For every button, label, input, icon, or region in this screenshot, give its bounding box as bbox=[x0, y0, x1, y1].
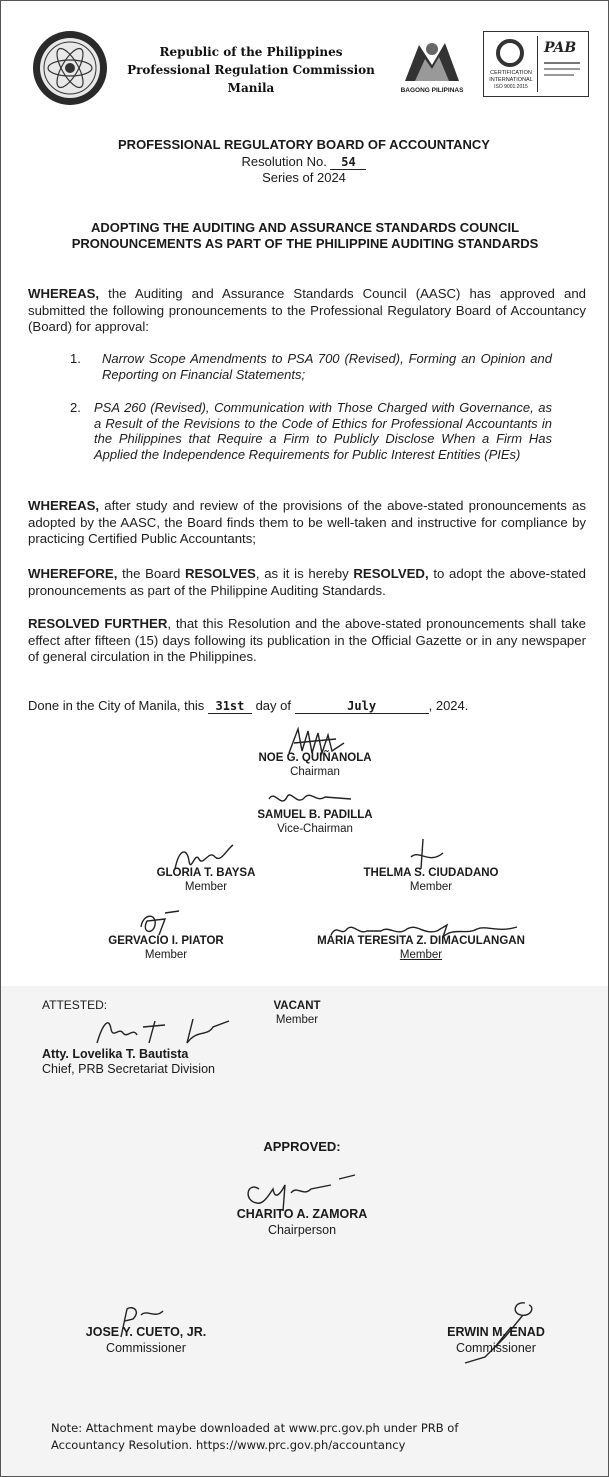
pronouncement-item-2: PSA 260 (Revised), Communication with Those Charged with Governance, as a Result of the Revisions to the Code of Ethics for Professional Accountants in the Philippines that Require a Firm to Publicly Disclose When a Firm Has Applied the Independence Requirements for Public Interest Entities (PIEs) bbox=[94, 400, 552, 462]
member-ciudadano-name: THELMA S. CIUDADANO bbox=[363, 867, 499, 879]
chairperson-name: CHARITO A. ZAMORA bbox=[236, 1207, 368, 1221]
resolution-series: Series of 2024 bbox=[262, 170, 346, 185]
bagong-pilipinas-label: BAGONG PILIPINAS bbox=[400, 87, 464, 94]
certification-badge bbox=[483, 31, 589, 97]
member-dimaculangan-title: Member bbox=[399, 949, 443, 961]
vice-chairman-title: Vice-Chairman bbox=[277, 823, 353, 835]
attested-label: ATTESTED: bbox=[42, 998, 108, 1012]
certification-iso: ISO 9001:2015 bbox=[494, 84, 528, 90]
note-line-2: Accountancy Resolution. https://www.prc.gov.ph/accountancy bbox=[51, 1438, 406, 1452]
commissioner-cueto-name: JOSE Y. CUETO, JR. bbox=[85, 1325, 207, 1339]
badge-divider bbox=[537, 36, 538, 92]
member-ciudadano-title: Member bbox=[409, 881, 453, 893]
item-number-1: 1. bbox=[70, 351, 81, 366]
chairman-name: NOE G. QUIÑANOLA bbox=[258, 752, 372, 764]
resolution-title-line2: PRONOUNCEMENTS AS PART OF THE PHILIPPINE AUDITING STANDARDS bbox=[71, 236, 539, 251]
attestor-name: Atty. Lovelika T. Bautista bbox=[42, 1047, 189, 1061]
commissioner-cueto-title: Commissioner bbox=[106, 1341, 186, 1355]
resolution-no-value: 54 bbox=[330, 155, 366, 170]
done-month: July bbox=[295, 699, 429, 714]
note-line-1: Note: Attachment maybe downloaded at www.prc.gov.ph under PRB of bbox=[51, 1421, 459, 1435]
attestor-title: Chief, PRB Secretariat Division bbox=[42, 1062, 215, 1076]
commissioner-enad-title: Commissioner bbox=[456, 1341, 536, 1355]
vice-chairman-name: SAMUEL B. PADILLA bbox=[257, 809, 373, 821]
vacant-title: Member bbox=[275, 1014, 319, 1026]
pronouncement-item-1: Narrow Scope Amendments to PSA 700 (Revised), Forming an Opinion and Reporting on Financial Statements; bbox=[102, 351, 552, 382]
certification-ring-icon bbox=[492, 38, 528, 68]
member-dimaculangan-name: MARIA TERESITA Z. DIMACULANGAN bbox=[317, 935, 525, 947]
member-piator-name: GERVACIO I. PIATOR bbox=[108, 935, 224, 947]
resolution-label: Resolution No. bbox=[241, 154, 327, 169]
board-name: PROFESSIONAL REGULATORY BOARD OF ACCOUNTANCY bbox=[118, 137, 490, 152]
member-baysa-name: GLORIA T. BAYSA bbox=[156, 867, 256, 879]
item-number-2: 2. bbox=[70, 400, 81, 415]
member-baysa-title: Member bbox=[184, 881, 228, 893]
resolved-further-clause: RESOLVED FURTHER, that this Resolution and the above-stated pronouncements shall take effect after fifteen (15) days following its publication in the Official Gazette or in any newspaper of general circulation in the Philippines. bbox=[28, 616, 586, 665]
member-piator-title: Member bbox=[144, 949, 188, 961]
resolution-title-line1: ADOPTING THE AUDITING AND ASSURANCE STANDARDS COUNCIL bbox=[90, 220, 520, 235]
vacant-label: VACANT bbox=[273, 1000, 321, 1012]
attestor-signature-icon bbox=[89, 1013, 239, 1049]
commissioner-enad-name: ERWIN M. ENAD bbox=[447, 1325, 545, 1339]
approved-label: APPROVED: bbox=[263, 1139, 341, 1154]
done-day: 31st bbox=[208, 699, 252, 714]
chairman-title: Chairman bbox=[290, 766, 340, 778]
chairperson-title: Chairperson bbox=[267, 1223, 337, 1237]
whereas-clause-2: WHEREAS, after study and review of the provisions of the above-stated pronouncements as adopted by the AASC, the Board finds them to be well-taken and instructive for compliance by practicing Certified Public Accountants; bbox=[28, 498, 586, 547]
prc-seal-icon bbox=[31, 29, 109, 107]
bagong-pilipinas-logo-icon bbox=[399, 35, 465, 85]
wherefore-clause: WHEREFORE, the Board RESOLVES, as it is hereby RESOLVED, to adopt the above-stated pronouncements as part of the Philippine Auditing Standards. bbox=[28, 566, 586, 598]
header-commission: Professional Regulation Commission bbox=[127, 63, 375, 77]
certification-label: CERTIFICATION INTERNATIONAL bbox=[489, 70, 533, 83]
header-city: Manila bbox=[227, 81, 275, 95]
whereas-clause-1: WHEREAS, the Auditing and Assurance Standards Council (AASC) has approved and submitted the following pronouncements to the Professional Regulatory Board of Accountancy (Board) for approval: bbox=[28, 286, 586, 335]
header-republic: Republic of the Philippines bbox=[159, 45, 343, 59]
resolution-number bbox=[39, 154, 569, 170]
done-line: Done in the City of Manila, this 31st day of July , 2024. bbox=[28, 698, 469, 713]
pab-label: PAB bbox=[544, 40, 577, 56]
